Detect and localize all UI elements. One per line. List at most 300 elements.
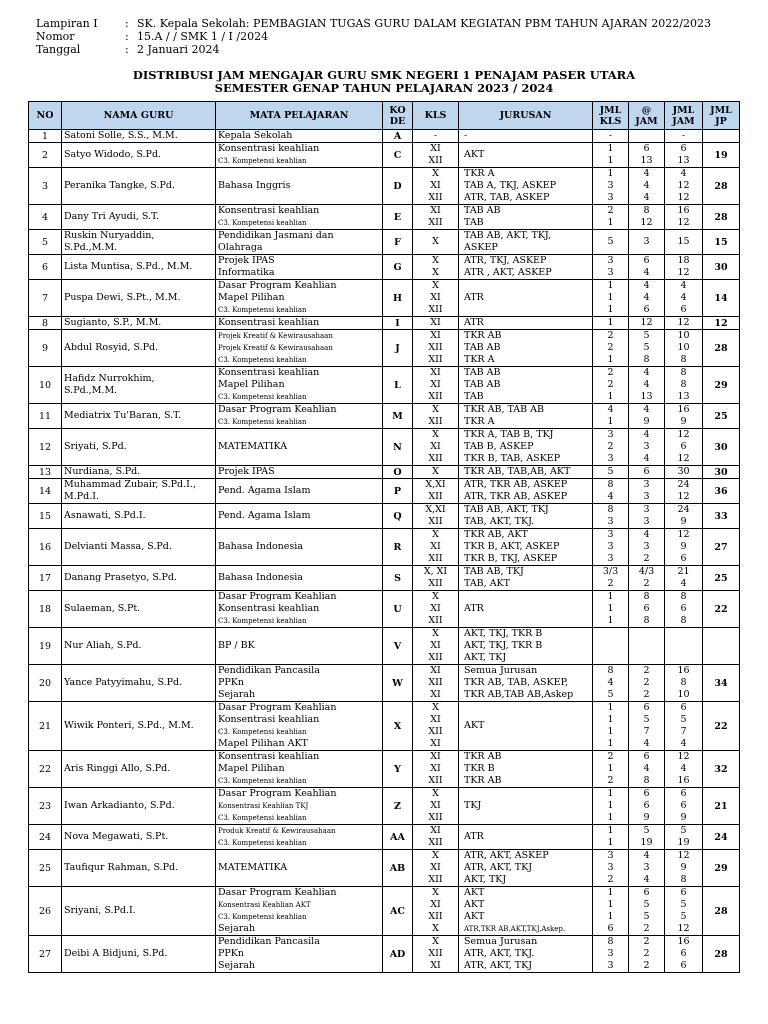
total-hours-cell <box>665 702 703 751</box>
cell-line: Sejarah <box>218 689 256 700</box>
table-row <box>29 702 740 751</box>
class-cell <box>413 130 459 143</box>
row-number-cell: 17 <box>29 566 62 591</box>
cell-line: Sulaeman, S.Pt. <box>64 603 141 614</box>
class-count-cell <box>593 887 629 936</box>
cell-line: 1 <box>607 726 614 737</box>
cell-line: X <box>432 923 439 934</box>
cell-line: TKR AB <box>464 775 502 786</box>
cell-line: M.Pd.I. <box>64 491 100 502</box>
class-cell <box>413 404 459 429</box>
total-jp-cell: 30 <box>703 255 740 280</box>
cell-line: Pendidikan Jasmani dan <box>218 230 334 241</box>
cell-line: XI <box>430 751 441 762</box>
table-row <box>29 280 740 317</box>
cell-line: XII <box>428 453 443 464</box>
cell-line: Deibi A Bidjuni, S.Pd. <box>64 948 168 959</box>
subject-cell <box>216 466 383 479</box>
cell-line: 6 <box>680 143 687 154</box>
teacher-name-cell <box>62 702 216 751</box>
cell-line: 5 <box>643 330 650 341</box>
cell-line: 6 <box>643 304 650 315</box>
cell-line: Sejarah <box>218 960 256 971</box>
cell-line: 6 <box>680 702 687 713</box>
cell-line: 3 <box>643 541 650 552</box>
cell-line: - <box>464 130 468 141</box>
table-row <box>29 566 740 591</box>
class-count-cell <box>593 702 629 751</box>
cell-line: TKR A <box>464 168 495 179</box>
cell-line: 12 <box>677 429 690 440</box>
cell-line: 1 <box>607 168 614 179</box>
row-number-cell: 22 <box>29 751 62 788</box>
total-jp-cell: 36 <box>703 479 740 504</box>
cell-line: 30 <box>677 466 690 477</box>
cell-line: Bahasa Indonesia <box>218 541 303 552</box>
cell-line: 8 <box>680 874 687 885</box>
code-cell: S <box>383 566 413 591</box>
subject-cell <box>216 168 383 205</box>
cell-line: Sugianto, S.P., M.M. <box>64 317 162 328</box>
cell-line: TAB A, TKJ, ASKEP <box>464 180 557 191</box>
row-number-cell: 2 <box>29 143 62 168</box>
cell-line: 8 <box>643 775 650 786</box>
teacher-name-cell <box>62 367 216 404</box>
cell-line: TAB AB <box>464 367 501 378</box>
code-cell: D <box>383 168 413 205</box>
class-cell <box>413 850 459 887</box>
row-number-cell: 23 <box>29 788 62 825</box>
cell-line: Konsentrasi keahlian <box>218 205 320 216</box>
cell-line: - <box>608 130 613 141</box>
cell-line: 1 <box>607 143 614 154</box>
cell-line: Mapel Pilihan AKT <box>218 738 308 749</box>
cell-line: 8 <box>680 367 687 378</box>
header-key: Lampiran I <box>36 17 98 30</box>
cell-line: 1 <box>607 788 614 799</box>
cell-line: Asnawati, S.Pd.I. <box>64 510 146 521</box>
subject-cell <box>216 529 383 566</box>
code-cell: G <box>383 255 413 280</box>
row-number-cell: 21 <box>29 702 62 751</box>
cell-line: TKR A, TAB B, TKJ <box>464 429 554 440</box>
cell-line: 15 <box>677 236 690 247</box>
cell-line: TAB <box>464 391 484 402</box>
row-number-cell: 26 <box>29 887 62 936</box>
cell-line: Pendidikan Pancasila <box>218 936 320 947</box>
cell-line: TAB B, ASKEP <box>464 441 534 452</box>
cell-line: 9 <box>643 812 650 823</box>
total-hours-cell <box>665 317 703 330</box>
cell-line: 8 <box>607 479 614 490</box>
table-row <box>29 143 740 168</box>
table-row <box>29 887 740 936</box>
class-cell <box>413 788 459 825</box>
cell-line: 2 <box>643 578 650 589</box>
row-number-cell: 4 <box>29 205 62 230</box>
cell-line: 16 <box>677 775 690 786</box>
total-jp-cell: 27 <box>703 529 740 566</box>
row-number-cell: 7 <box>29 280 62 317</box>
total-jp-cell: 12 <box>703 317 740 330</box>
total-hours-cell <box>665 255 703 280</box>
cell-line: 1 <box>607 391 614 402</box>
cell-line: ATR, AKT, ASKEP <box>464 850 549 861</box>
hours-per-class-cell <box>629 130 665 143</box>
cell-line: 3 <box>607 960 614 971</box>
cell-line: Delvianti Massa, S.Pd. <box>64 541 172 552</box>
major-cell <box>459 255 593 280</box>
cell-line: Konsentrasi keahlian <box>218 317 320 328</box>
total-hours-cell <box>665 367 703 404</box>
cell-line: 7 <box>643 726 650 737</box>
cell-line: Ruskin Nuryaddin, <box>64 230 155 241</box>
cell-line: XI <box>430 330 441 341</box>
subject-cell <box>216 751 383 788</box>
column-header: NO <box>29 102 62 130</box>
cell-line: TKR B, AKT, ASKEP <box>464 541 560 552</box>
cell-line: AKT <box>464 899 485 910</box>
cell-line: C3. Kompetensi keahlian <box>218 839 307 847</box>
cell-line: 1 <box>607 155 614 166</box>
cell-line: 3 <box>607 948 614 959</box>
cell-line: 1 <box>607 714 614 725</box>
cell-line: C3. Kompetensi keahlian <box>218 814 307 822</box>
major-cell <box>459 367 593 404</box>
cell-line: AKT, TKJ, TKR B <box>464 628 543 639</box>
cell-line: Satyo Widodo, S.Pd. <box>64 149 162 160</box>
cell-line: X <box>432 168 439 179</box>
cell-line: XII <box>428 516 443 527</box>
cell-line: XII <box>428 416 443 427</box>
subject-cell <box>216 665 383 702</box>
cell-line: 10 <box>677 342 690 353</box>
cell-line: Lista Muntisa, S.Pd., M.M. <box>64 261 193 272</box>
cell-line: 6 <box>643 887 650 898</box>
row-number-cell: 27 <box>29 936 62 973</box>
major-cell <box>459 479 593 504</box>
column-header: NAMA GURU <box>62 102 216 130</box>
column-header: @ JAM <box>629 102 665 130</box>
teacher-name-cell <box>62 168 216 205</box>
cell-line: Iwan Arkadianto, S.Pd. <box>64 800 175 811</box>
hours-per-class-cell <box>629 230 665 255</box>
class-cell <box>413 317 459 330</box>
teacher-name-cell <box>62 566 216 591</box>
teacher-name-cell <box>62 504 216 529</box>
cell-line: 4 <box>643 180 650 191</box>
cell-line: - <box>433 130 438 141</box>
cell-line: Dasar Program Keahlian <box>218 404 337 415</box>
cell-line: 9 <box>680 862 687 873</box>
total-hours-cell <box>665 529 703 566</box>
cell-line: 1 <box>607 837 614 848</box>
total-jp-cell <box>703 628 740 665</box>
major-cell <box>459 429 593 466</box>
subject-cell <box>216 591 383 628</box>
teacher-name-cell <box>62 255 216 280</box>
cell-line: 3 <box>607 267 614 278</box>
table-row <box>29 591 740 628</box>
hours-per-class-cell <box>629 466 665 479</box>
subject-cell <box>216 143 383 168</box>
cell-line: 4 <box>643 529 650 540</box>
cell-line: Nurdiana, S.Pd. <box>64 466 141 477</box>
cell-line: Puspa Dewi, S.Pt., M.M. <box>64 292 181 303</box>
row-number-cell: 3 <box>29 168 62 205</box>
teacher-name-cell <box>62 850 216 887</box>
class-count-cell <box>593 529 629 566</box>
header-colon: : <box>125 43 129 56</box>
header-row <box>36 30 711 43</box>
class-count-cell <box>593 566 629 591</box>
class-cell <box>413 566 459 591</box>
teacher-name-cell <box>62 825 216 850</box>
cell-line: 1 <box>607 280 614 291</box>
subject-cell <box>216 429 383 466</box>
hours-per-class-cell <box>629 280 665 317</box>
cell-line: 8 <box>680 677 687 688</box>
hours-per-class-cell <box>629 566 665 591</box>
total-jp-cell: 28 <box>703 330 740 367</box>
cell-line: XI <box>430 541 441 552</box>
cell-line: Konsentrasi Keahlian TKJ <box>218 802 309 810</box>
cell-line: MATEMATIKA <box>218 862 288 873</box>
table-row <box>29 788 740 825</box>
cell-line: 3 <box>607 429 614 440</box>
table-row <box>29 529 740 566</box>
cell-line: 1 <box>607 416 614 427</box>
cell-line: 9 <box>643 416 650 427</box>
hours-per-class-cell <box>629 628 665 665</box>
cell-line: TKJ <box>464 800 482 811</box>
teacher-name-cell <box>62 751 216 788</box>
cell-line: ATR, TKR AB, ASKEP <box>464 479 568 490</box>
hours-per-class-cell <box>629 205 665 230</box>
cell-line: 2 <box>607 330 614 341</box>
cell-line: 4 <box>680 168 687 179</box>
cell-line: XII <box>428 775 443 786</box>
row-number-cell: 6 <box>29 255 62 280</box>
cell-line: 3 <box>607 541 614 552</box>
title-line-2: SEMESTER GENAP TAHUN PELAJARAN 2023 / 2024 <box>214 81 554 95</box>
cell-line: 5 <box>643 825 650 836</box>
table-row <box>29 367 740 404</box>
cell-line: 1 <box>607 591 614 602</box>
cell-line: 2 <box>643 960 650 971</box>
cell-line: 1 <box>607 354 614 365</box>
total-jp-cell: 28 <box>703 887 740 936</box>
cell-line: ATR, AKT, TKJ <box>464 960 533 971</box>
cell-line: TAB AB <box>464 379 501 390</box>
cell-line: 3 <box>607 516 614 527</box>
cell-line: 6 <box>643 788 650 799</box>
cell-line: XII <box>428 354 443 365</box>
cell-line: 6 <box>680 948 687 959</box>
cell-line: Projek Kreatif & Kewirausahaan <box>218 332 333 340</box>
table-row <box>29 825 740 850</box>
class-count-cell <box>593 479 629 504</box>
cell-line: 16 <box>677 205 690 216</box>
cell-line: ASKEP <box>464 242 498 253</box>
cell-line: AKT <box>464 149 485 160</box>
cell-line: 4 <box>643 379 650 390</box>
cell-line: 4 <box>680 280 687 291</box>
cell-line: XI <box>430 143 441 154</box>
code-cell: I <box>383 317 413 330</box>
cell-line: XII <box>428 491 443 502</box>
total-hours-cell <box>665 504 703 529</box>
major-cell <box>459 143 593 168</box>
cell-line: 2 <box>607 578 614 589</box>
cell-line: Dany Tri Ayudi, S.T. <box>64 211 159 222</box>
cell-line: 1 <box>607 887 614 898</box>
total-hours-cell <box>665 936 703 973</box>
cell-line: 19 <box>640 837 653 848</box>
class-cell <box>413 143 459 168</box>
total-jp-cell <box>703 130 740 143</box>
row-number-cell: 18 <box>29 591 62 628</box>
column-header: JML KLS <box>593 102 629 130</box>
cell-line: 12 <box>677 317 690 328</box>
class-cell <box>413 479 459 504</box>
cell-line: 12 <box>677 217 690 228</box>
code-cell: E <box>383 205 413 230</box>
cell-line: 1 <box>607 763 614 774</box>
cell-line: 5 <box>643 714 650 725</box>
cell-line: Olahraga <box>218 242 263 253</box>
subject-cell <box>216 255 383 280</box>
class-count-cell <box>593 367 629 404</box>
cell-line: 1 <box>607 800 614 811</box>
document-title <box>0 69 768 95</box>
table-row <box>29 850 740 887</box>
cell-line: 1 <box>607 603 614 614</box>
total-jp-cell: 25 <box>703 404 740 429</box>
cell-line: Abdul Rosyid, S.Pd. <box>64 342 159 353</box>
class-count-cell <box>593 404 629 429</box>
subject-cell <box>216 479 383 504</box>
cell-line: 2 <box>607 379 614 390</box>
column-header: JML JP <box>703 102 740 130</box>
cell-line: 3 <box>607 850 614 861</box>
subject-cell <box>216 130 383 143</box>
cell-line: Mapel Pilihan <box>218 763 285 774</box>
cell-line: XI <box>430 441 441 452</box>
cell-line: 2 <box>607 205 614 216</box>
cell-line: 6 <box>680 553 687 564</box>
subject-cell <box>216 702 383 751</box>
hours-per-class-cell <box>629 850 665 887</box>
class-cell <box>413 887 459 936</box>
hours-per-class-cell <box>629 702 665 751</box>
total-jp-cell: 22 <box>703 702 740 751</box>
cell-line: X <box>432 702 439 713</box>
cell-line: 12 <box>677 491 690 502</box>
cell-line: 8 <box>643 615 650 626</box>
cell-line: AKT, TKJ <box>464 874 507 885</box>
table-row <box>29 255 740 280</box>
total-jp-cell: 33 <box>703 504 740 529</box>
major-cell <box>459 591 593 628</box>
cell-line: TAB AB, TKJ <box>464 566 524 577</box>
header-row <box>36 17 711 30</box>
header-row <box>36 43 711 56</box>
cell-line: 3 <box>643 491 650 502</box>
cell-line: 5 <box>680 825 687 836</box>
total-hours-cell <box>665 751 703 788</box>
cell-line: Dasar Program Keahlian <box>218 702 337 713</box>
class-cell <box>413 504 459 529</box>
row-number-cell: 5 <box>29 230 62 255</box>
cell-line: Projek Kreatif & Kewirausahaan <box>218 344 333 352</box>
total-jp-cell: 22 <box>703 591 740 628</box>
cell-line: 6 <box>643 702 650 713</box>
cell-line: 4 <box>607 404 614 415</box>
cell-line: C3. Kompetensi keahlian <box>218 356 307 364</box>
hours-per-class-cell <box>629 504 665 529</box>
total-hours-cell <box>665 479 703 504</box>
cell-line: 3 <box>607 862 614 873</box>
cell-line: XII <box>428 911 443 922</box>
major-cell <box>459 628 593 665</box>
major-cell <box>459 317 593 330</box>
cell-line: 12 <box>677 529 690 540</box>
cell-line: 6 <box>680 960 687 971</box>
total-jp-cell: 28 <box>703 168 740 205</box>
cell-line: XII <box>428 217 443 228</box>
cell-line: 12 <box>640 317 653 328</box>
table-row <box>29 330 740 367</box>
cell-line: XII <box>428 192 443 203</box>
title-line-1: DISTRIBUSI JAM MENGAJAR GURU SMK NEGERI 1 PENAJAM PASER UTARA <box>132 68 636 82</box>
header-colon: : <box>125 17 129 30</box>
subject-cell <box>216 628 383 665</box>
row-number-cell: 13 <box>29 466 62 479</box>
cell-line: 4 <box>643 267 650 278</box>
cell-line: C3. Kompetensi keahlian <box>218 913 307 921</box>
cell-line: XI <box>430 367 441 378</box>
cell-line: X <box>432 529 439 540</box>
cell-line: Yance Patyyimahu, S.Pd. <box>64 677 183 688</box>
code-cell: J <box>383 330 413 367</box>
cell-line: 2 <box>643 689 650 700</box>
cell-line: 13 <box>677 391 690 402</box>
cell-line: 4 <box>643 367 650 378</box>
cell-line: 1 <box>607 217 614 228</box>
table-row <box>29 429 740 466</box>
class-cell <box>413 665 459 702</box>
cell-line: 2 <box>643 936 650 947</box>
cell-line: XI <box>430 899 441 910</box>
cell-line: Nova Megawati, S.Pt. <box>64 831 169 842</box>
major-cell <box>459 850 593 887</box>
hours-per-class-cell <box>629 825 665 850</box>
cell-line: AKT <box>464 887 485 898</box>
cell-line: 9 <box>680 812 687 823</box>
class-count-cell <box>593 850 629 887</box>
cell-line: Produk Kreatif & Kewirausahaan <box>218 827 336 835</box>
cell-line: X <box>432 850 439 861</box>
cell-line: XII <box>428 155 443 166</box>
class-cell <box>413 466 459 479</box>
code-cell: F <box>383 230 413 255</box>
cell-line: X <box>432 280 439 291</box>
cell-line: 4 <box>643 429 650 440</box>
cell-line: 21 <box>677 566 690 577</box>
total-hours-cell <box>665 591 703 628</box>
cell-line: Sejarah <box>218 923 256 934</box>
